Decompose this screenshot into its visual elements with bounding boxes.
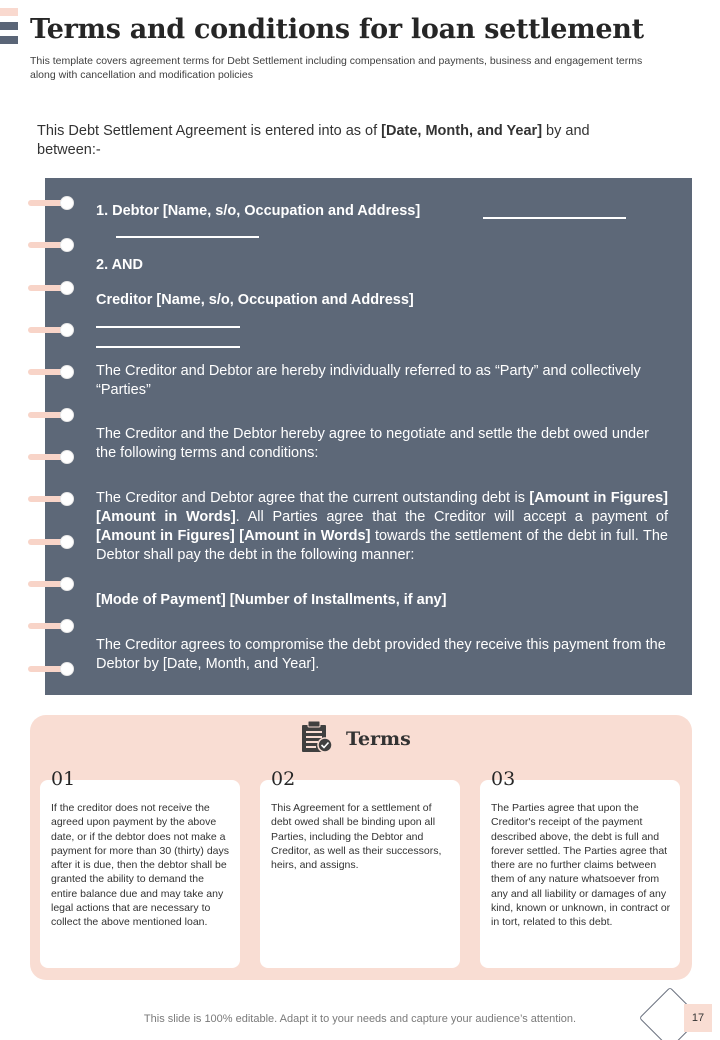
intro-paragraph bbox=[37, 122, 637, 160]
binder-ring bbox=[28, 449, 74, 465]
term-card-number: 02 bbox=[271, 768, 296, 790]
blank-line bbox=[96, 346, 240, 348]
binder-ring bbox=[28, 618, 74, 634]
term-card-1 bbox=[40, 780, 240, 968]
term-card-2 bbox=[260, 780, 460, 968]
term-card-text: This Agreement for a settlement of debt owed shall be binding upon all Parties, including the Debtor and Creditor, as well as their successors, heirs, and assigns. bbox=[271, 802, 442, 872]
payment-mode: [Mode of Payment] [Number of Installments, if any] bbox=[96, 592, 447, 608]
term-card-number: 01 bbox=[51, 768, 76, 790]
creditor-heading: Creditor [Name, s/o, Occupation and Address] bbox=[96, 292, 414, 308]
page-subtitle: This template covers agreement terms for Debt Settlement including compensation and payments, business and engagement terms along with cancellation and modification policies bbox=[30, 55, 643, 81]
debt-text: The Creditor and Debtor agree that the current outstanding debt is bbox=[96, 490, 530, 506]
compromise-clause: The Creditor agrees to compromise the debt provided they receive this payment from the Debtor by [Date, Month, and Year]. bbox=[96, 637, 666, 672]
terms-header bbox=[300, 722, 411, 756]
page-title: Terms and conditions for loan settlement bbox=[30, 14, 644, 45]
debt-text: . All Parties agree that the Creditor will accept a payment of bbox=[235, 509, 668, 525]
intro-text-a: This Debt Settlement Agreement is entered into as of bbox=[37, 123, 382, 139]
term-card-text: The Parties agree that upon the Creditor's receipt of the payment described above, the debt is full and forever settled. The Parties agree that there are no further claims between them of any nature whatsoever from any and all liability or damages of any kind, known or unknown, in contract or in tort, related to this debt. bbox=[491, 802, 671, 929]
blank-line bbox=[96, 326, 240, 328]
footer-note: This slide is 100% editable. Adapt it to your needs and capture your audience’s attention. bbox=[143, 1013, 577, 1025]
page-number: 17 bbox=[684, 1004, 712, 1032]
clipboard-check-icon bbox=[300, 720, 334, 759]
term-card-3 bbox=[480, 780, 680, 968]
binder-ring bbox=[28, 491, 74, 507]
binder-ring bbox=[28, 661, 74, 677]
blank-line bbox=[116, 236, 259, 238]
binder-ring bbox=[28, 576, 74, 592]
blank-line bbox=[483, 217, 626, 219]
term-card-number: 03 bbox=[491, 768, 516, 790]
terms-title: Terms bbox=[346, 728, 411, 750]
binder-rings bbox=[0, 0, 80, 700]
and-heading: 2. AND bbox=[96, 257, 143, 273]
binder-ring bbox=[28, 237, 74, 253]
binder-ring bbox=[28, 534, 74, 550]
amount-placeholder: [Amount in Figures] [Amount in Words] bbox=[96, 490, 668, 525]
binder-ring bbox=[28, 364, 74, 380]
binder-ring bbox=[28, 407, 74, 423]
negotiate-clause: The Creditor and the Debtor hereby agree to negotiate and settle the debt owed under the following terms and conditions: bbox=[96, 426, 649, 461]
intro-text-b: by and between:- bbox=[37, 123, 590, 158]
binder-ring bbox=[28, 280, 74, 296]
debtor-heading: 1. Debtor [Name, s/o, Occupation and Address] bbox=[96, 203, 421, 219]
debt-clause bbox=[96, 489, 668, 565]
term-card-text: If the creditor does not receive the agreed upon payment by the above date, or if the debtor does not make a payment for more than 30 (thirty) days after it is due, then the debtor shall be granted the ability to demand the entire balance due and may take any legal actions that are necessary to collect the above mentioned loan. bbox=[51, 802, 229, 929]
amount-placeholder: [Amount in Figures] [Amount in Words] bbox=[96, 528, 371, 544]
binder-ring bbox=[28, 195, 74, 211]
binder-ring bbox=[28, 322, 74, 338]
debt-text: towards the settlement of the debt in full. The Debtor shall pay the debt in the following manner: bbox=[96, 528, 668, 563]
intro-date-placeholder: [Date, Month, and Year] bbox=[381, 123, 543, 139]
party-definition: The Creditor and Debtor are hereby individually referred to as “Party” and collectively “Parties” bbox=[96, 363, 641, 398]
